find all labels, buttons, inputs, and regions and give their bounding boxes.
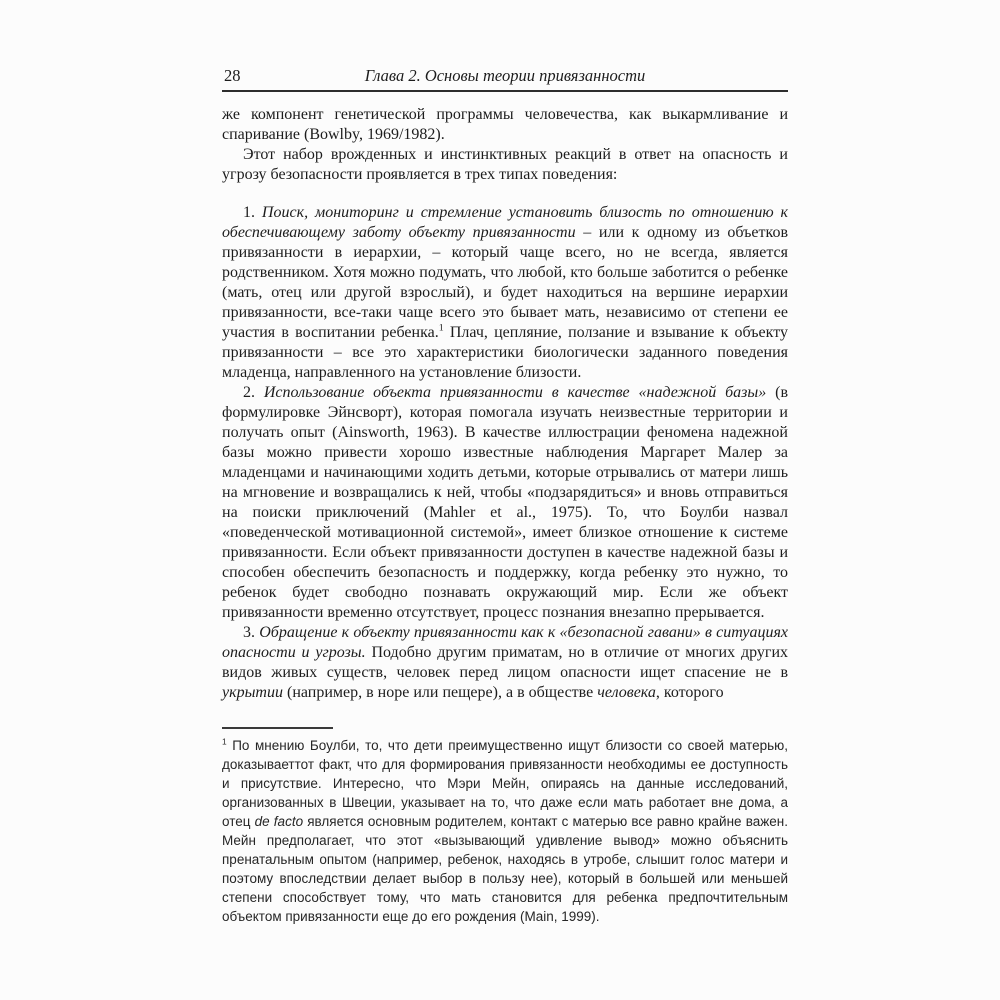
text-segment: (в формулировке Эйнсворт), которая помогала изучать неизвестные территории и получать опыт (Ainsworth, 1963). В качестве иллюстрации феномена надежной базы можно привести хорошо известные наблюдения Маргарет Малер за младенцами и начинающими ходить детьми, которые отрывались от матери лишь на мгновение и возвращались к ней, чтобы «подзарядиться» и вновь отправиться на поиски приключений (Mahler et al., 1975). То, что Боулби назвал «поведенческой мотивационной системой», имеет близкое отношение к системе привязанности. Если объект привязанности доступен в качестве надежной базы и способен обеспечить безопасность и поддержку, когда ребенку это нужно, то ребенок будет свободно познавать окружающий мир. Если же объект привязанности временно отсутствует, процесс познания внезапно прерывается.: [222, 384, 789, 621]
text-segment: 3.: [243, 624, 260, 641]
text-segment: Плач, цепляние, ползание и взывание к объекту привязанности – все это характеристики биологически заданного поведения младенца, направленного на установление близости.: [222, 324, 788, 381]
footnote-block: [222, 727, 788, 926]
paragraph: [222, 145, 788, 185]
text-segment: , которого: [655, 684, 724, 701]
text-segment: Обращение к объекту привязанности как к «безопасной гавани» в ситуациях опасности и угрозы.: [222, 624, 789, 661]
text-segment: Поиск, мониторинг и стремление установить близость по отношению к обеспечивающему заботу объекту привязанности: [222, 204, 789, 241]
page-content: [222, 66, 788, 703]
text-segment: же компонент генетической программы человечества, как выкармливание и спаривание (Bowlby, 1969/1982).: [222, 106, 788, 143]
text-segment: 1.: [243, 204, 262, 221]
page-number: 28: [224, 66, 241, 85]
paragraph: [222, 383, 788, 623]
footnote-marker: 1: [438, 322, 444, 334]
text-segment: человека: [597, 684, 656, 701]
page-header: [222, 66, 788, 88]
text-segment: По мнению Боулби, то, что дети преимущественно ищут близости со своей матерью, доказываеттот факт, что для формирования привязанности необходимы ее доступность и присутствие. Интересно, что Мэри Мейн, опираясь на данные исследований, организованных в Швеции, указывает на то, что даже если мать работает вне дома, а отец: [222, 738, 788, 829]
body-text: [222, 105, 788, 703]
text-segment: de facto: [254, 814, 304, 829]
paragraph: [222, 203, 788, 383]
running-title: Глава 2. Основы теории привязанности: [364, 66, 646, 85]
text-segment: 2.: [243, 384, 264, 401]
footnote-text: [222, 736, 788, 926]
text-segment: (например, в норе или пещере), а в обществе: [282, 684, 598, 701]
text-segment: – или к одному из объетков привязанности в иерархии, – который чаще всего, но не всегда, является родственником. Хотя можно подумать, что любой, кто больше заботится о ребенке (мать, отец или другой взрослый), и будет находиться на вершине иерархии привязанности, все-таки чаще всего это бывает мать, независимо от степени ее участия в воспитании ребенка.: [222, 224, 788, 341]
text-segment: Этот набор врожденных и инстинктивных реакций в ответ на опасность и угрозу безопасности проявляется в трех типах поведения:: [222, 146, 788, 183]
text-segment: Использование объекта привязанности в качестве «надежной базы»: [263, 384, 767, 401]
text-segment: Подобно другим приматам, но в отличие от многих других видов живых существ, человек перед лицом опасности ищет спасение не в: [222, 644, 789, 681]
text-segment: является основным родителем, контакт с матерью все равно крайне важен. Мейн предполагает, что этот «вызывающий удивление вывод» можно объяснить пренатальным опытом (например, ребенок, находясь в утробе, слышит голос матери и поэтому впоследствии делает выбор в пользу нее), который в большей или меньшей степени способствует тому, что мать становится для ребенка предпочтительным объектом привязанности еще до его рождения (Main, 1999).: [222, 814, 788, 924]
text-segment: укрытии: [222, 684, 283, 701]
footnote-marker: 1: [222, 736, 227, 747]
paragraph: [222, 623, 788, 703]
header-rule: [222, 90, 788, 92]
footnote-rule: [222, 727, 333, 729]
paragraph: [222, 105, 788, 145]
